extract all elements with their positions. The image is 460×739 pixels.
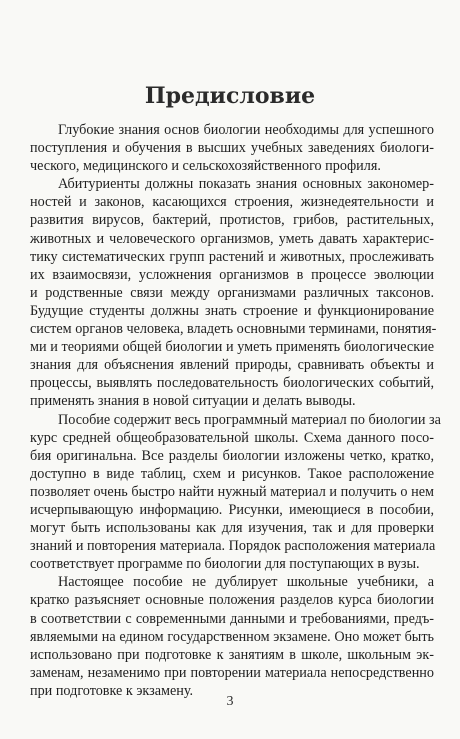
paragraph bbox=[30, 573, 434, 700]
text-line: и родственные связи между организмами различных таксонов. bbox=[30, 284, 434, 301]
text-line: исчерпывающую информацию. Рисунки, имеющиеся в пособии, bbox=[30, 501, 434, 518]
text-line: Настоящее пособие не дублирует школьные учебники, а bbox=[58, 574, 434, 591]
text-line: применять знания в новой ситуации и делать выводы. bbox=[30, 393, 356, 410]
text-line: в соответствии с современными данными и требованиями, предъ- bbox=[30, 610, 434, 627]
text-line: Абитуриенты должны показать знания основных закономер- bbox=[58, 176, 434, 193]
text-line: ми и теориями общей биологии и уметь применять биологические bbox=[30, 339, 434, 356]
paragraph bbox=[30, 175, 437, 410]
text-line: заменам, незаменимо при повторении материала непосредственно bbox=[30, 664, 434, 681]
text-line: Будущие студенты должны знать строение и функционирование bbox=[30, 302, 434, 319]
text-line: позволяет очень быстро найти нужный материал и получить о нем bbox=[30, 483, 434, 500]
text-line: кратко разъясняет основные положения разделов курса биологии bbox=[30, 592, 434, 609]
text-line: использовано при подготовке к занятиям в школе, школьным эк- bbox=[30, 646, 434, 663]
text-line: при подготовке к экзамену. bbox=[30, 682, 194, 699]
text-line: тику систематических групп растений и животных, прослеживать bbox=[30, 248, 434, 265]
text-line: животных и человеческого организмов, уметь давать характерис- bbox=[30, 230, 434, 247]
paragraph bbox=[30, 411, 441, 574]
text-line: Пособие содержит весь программный материал по биологии за bbox=[58, 411, 441, 428]
text-line: соответствует программе по биологии для поступающих в вузы. bbox=[30, 556, 420, 573]
text-line: их взаимосвязи, усложнения организмов в процессе эволюции bbox=[30, 266, 434, 283]
text-line: ностей и законов, касающихся строения, жизнедеятельности и bbox=[30, 194, 434, 211]
text-line: ческого, медицинского и сельскохозяйственного профиля. bbox=[30, 158, 381, 175]
preface-text bbox=[30, 121, 441, 700]
text-line: являемыми на едином государственном экзамене. Оно может быть bbox=[30, 628, 434, 645]
text-line: могут быть использованы как для изучения, так и для проверки bbox=[30, 520, 434, 537]
text-line: систем органов человека, владеть основными терминами, понятия- bbox=[30, 321, 437, 338]
text-line: развития вирусов, бактерий, протистов, грибов, растительных, bbox=[30, 212, 434, 229]
paragraph bbox=[30, 121, 434, 175]
text-line: знания для объяснения явлений природы, сравнивать объекты и bbox=[30, 357, 434, 374]
text-line: Глубокие знания основ биологии необходимы для успешного bbox=[58, 122, 434, 138]
text-line: курс средней общеобразовательной школы. Схема данного посо- bbox=[30, 429, 434, 446]
text-line: поступления и обучения в высших учебных заведениях биологи- bbox=[30, 140, 434, 157]
text-line: доступно в виде таблиц, схем и рисунков. Такое расположение bbox=[30, 465, 434, 482]
page-title: Предисловие bbox=[144, 83, 316, 109]
page-number: 3 bbox=[226, 694, 234, 709]
text-line: знаний и повторения материала. Порядок расположения материала bbox=[30, 538, 436, 555]
text-line: процессы, выявлять последовательность биологических событий, bbox=[30, 375, 434, 392]
text-line: бия оригинальна. Все разделы биологии изложены четко, кратко, bbox=[30, 447, 434, 464]
